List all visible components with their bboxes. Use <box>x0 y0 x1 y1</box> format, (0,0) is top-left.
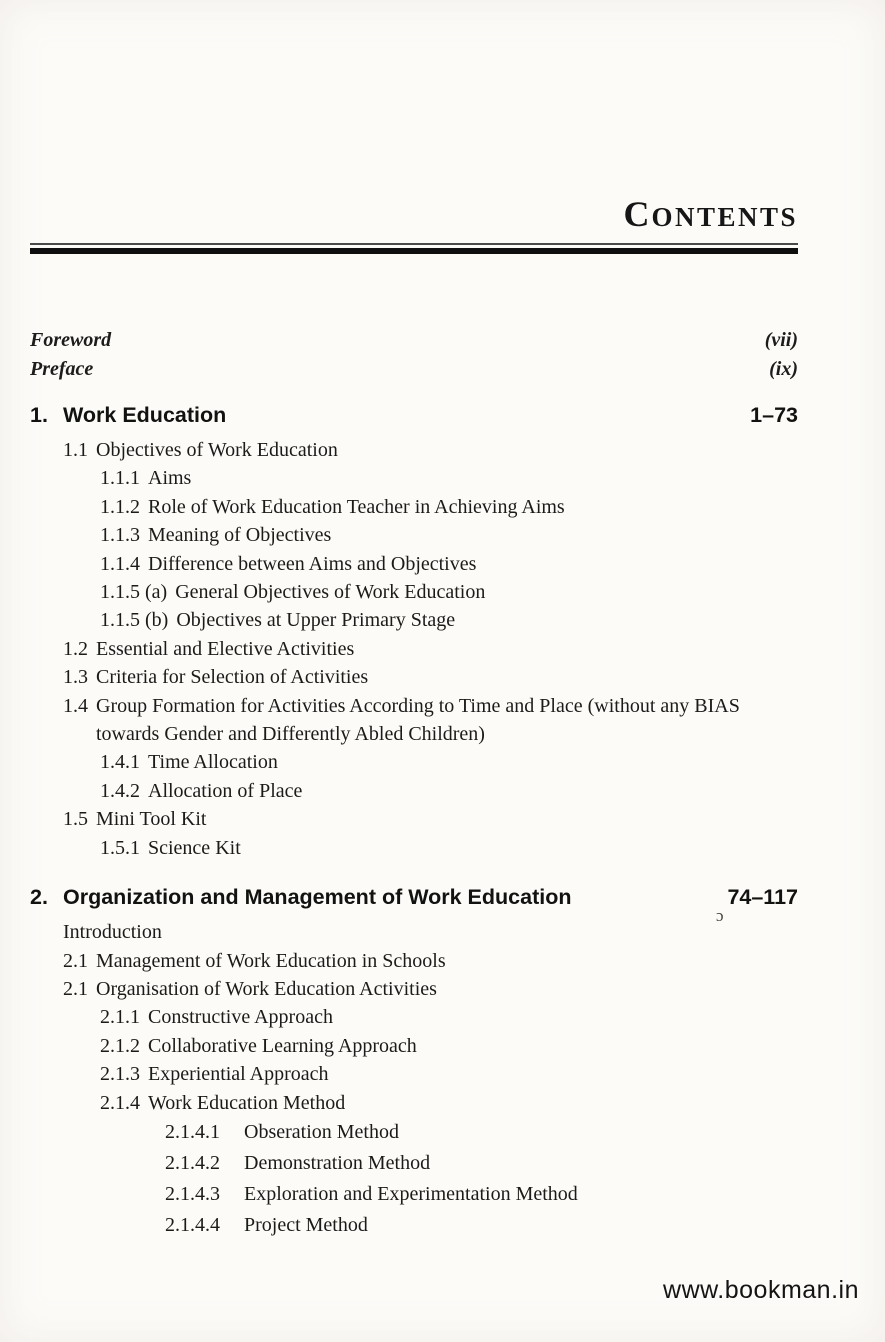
toc-entry-number: 2.1.4.2 <box>165 1151 220 1174</box>
masthead <box>30 0 798 254</box>
front-matter-label: Foreword <box>30 329 112 351</box>
chapter-number: 1. <box>30 403 48 427</box>
toc-entry-text: Obseration Method <box>244 1120 399 1143</box>
page-title-initial: C <box>623 194 652 234</box>
toc-entry-text: General Objectives of Work Education <box>175 581 486 604</box>
front-matter-label: Preface <box>30 358 94 380</box>
toc-entry-number: 1.5.1 <box>100 836 140 859</box>
toc-entry-number: 2.1.4 <box>100 1091 140 1114</box>
toc-entry-text: Work Education Method <box>148 1091 346 1114</box>
toc-entry-number: 1.1.1 <box>100 467 140 490</box>
toc-entry <box>30 1210 798 1241</box>
toc-entry-text: Constructive Approach <box>148 1006 333 1029</box>
front-matter-row <box>30 326 798 355</box>
chapter-title: Organization and Management of Work Education <box>63 885 572 910</box>
toc-entry <box>30 805 798 833</box>
toc-entry-text: Criteria for Selection of Activities <box>96 666 369 689</box>
toc-entry <box>30 1179 798 1210</box>
toc-entry-number: 1.3 <box>63 666 88 689</box>
front-matter-row <box>30 355 798 384</box>
toc-entry <box>30 692 798 749</box>
toc-entry-number: 1.4.2 <box>100 779 140 802</box>
toc-entry <box>30 635 798 663</box>
chapter-number: 2. <box>30 885 48 910</box>
toc-entry-text: Organisation of Work Education Activities <box>96 977 437 1000</box>
chapter-title: Work Education <box>63 403 227 427</box>
chapter-page-range: 1–73 <box>750 403 798 427</box>
toc-entry <box>30 464 798 492</box>
toc-entry-number: 2.1 <box>63 977 88 1000</box>
chapter-entries <box>30 436 798 862</box>
chapter-section <box>30 400 798 862</box>
toc-entry-text: Allocation of Place <box>148 779 303 802</box>
toc-chapters <box>30 400 798 1241</box>
toc-entry-number: 2.1.4.3 <box>165 1182 220 1205</box>
toc-entry-text: Introduction <box>63 921 162 944</box>
toc-entry <box>30 493 798 521</box>
chapter-section <box>30 882 798 1241</box>
toc-entry <box>30 1060 798 1088</box>
toc-entry-number: 1.1.5 (b) <box>100 609 169 632</box>
toc-entry-number: 1.4.1 <box>100 751 140 774</box>
toc-entry <box>30 947 798 975</box>
chapter-heading <box>30 882 798 912</box>
toc-entry-number: 2.1.2 <box>100 1034 140 1057</box>
toc-entry <box>30 578 798 606</box>
chapter-page-range: 74–117 <box>727 885 798 910</box>
page-title <box>30 193 798 238</box>
masthead-rule-thick <box>30 248 798 254</box>
toc-entry-text: Objectives of Work Education <box>96 439 338 461</box>
toc-entry-text: Difference between Aims and Objectives <box>148 552 477 575</box>
toc-entry <box>30 748 798 776</box>
toc-entry-text: Meaning of Objectives <box>148 524 332 547</box>
toc-entry <box>30 1089 798 1117</box>
toc-entry <box>30 975 798 1003</box>
chapter-heading <box>30 400 798 430</box>
toc-entry <box>30 1032 798 1060</box>
toc-entry-number: 2.1.4.4 <box>165 1213 220 1236</box>
toc-entry-number: 1.2 <box>63 637 88 660</box>
toc-entry <box>30 1003 798 1031</box>
toc-entry <box>30 521 798 549</box>
toc-entry <box>30 1117 798 1148</box>
stray-print-mark: ɔ <box>716 906 724 925</box>
toc-entry-number: 1.1.2 <box>100 495 140 518</box>
front-matter-page: (vii) <box>764 329 798 351</box>
toc-entry-number: 2.1.3 <box>100 1063 140 1086</box>
toc-entry-number: 1.5 <box>63 808 88 831</box>
masthead-rule-thin <box>30 243 798 245</box>
toc-entry-text: Collaborative Learning Approach <box>148 1034 417 1057</box>
front-matter <box>30 326 798 384</box>
toc-entry-number: 2.1.4.1 <box>165 1120 220 1143</box>
toc-entry-text: Experiential Approach <box>148 1063 329 1086</box>
toc-entry <box>30 1148 798 1179</box>
toc-entry-number: 1.4 <box>63 694 88 717</box>
toc-entry-number: 2.1.1 <box>100 1006 140 1029</box>
toc-entry-number: 1.1 <box>63 439 88 461</box>
toc-entry <box>30 436 798 464</box>
toc-entry-text: Demonstration Method <box>244 1151 431 1174</box>
toc-entry-text: Group Formation for Activities According to Time and Place (without any BIAS towards Gender and Differently Abled Children) <box>96 694 740 746</box>
page-title-rest: ONTENTS <box>651 202 798 232</box>
toc-entry-text: Project Method <box>244 1213 368 1236</box>
toc-entry-text: Objectives at Upper Primary Stage <box>176 609 456 632</box>
toc-entry-text: Essential and Elective Activities <box>96 637 355 660</box>
toc-entry <box>30 606 798 634</box>
toc-entry-number: 1.1.5 (a) <box>100 581 168 604</box>
toc-entry-number: 2.1 <box>63 949 88 972</box>
toc-entry-text: Time Allocation <box>148 751 278 774</box>
toc-entry <box>30 834 798 862</box>
toc-entry <box>30 550 798 578</box>
toc-entry-number: 1.1.3 <box>100 524 140 547</box>
watermark-url: www.bookman.in <box>663 1276 859 1304</box>
toc-entry-text: Aims <box>148 467 192 490</box>
toc-entry-text: Management of Work Education in Schools <box>96 949 446 972</box>
toc-entry-text: Role of Work Education Teacher in Achieving Aims <box>148 495 565 518</box>
toc-entry <box>30 663 798 691</box>
toc-entry-number: 1.1.4 <box>100 552 140 575</box>
chapter-entries <box>30 918 798 1241</box>
front-matter-page: (ix) <box>769 358 798 380</box>
toc-entry-text: Science Kit <box>148 836 241 859</box>
toc-entry <box>30 777 798 805</box>
toc-entry <box>30 918 798 946</box>
toc-entry-text: Mini Tool Kit <box>96 808 207 831</box>
toc-entry-text: Exploration and Experimentation Method <box>244 1182 578 1205</box>
